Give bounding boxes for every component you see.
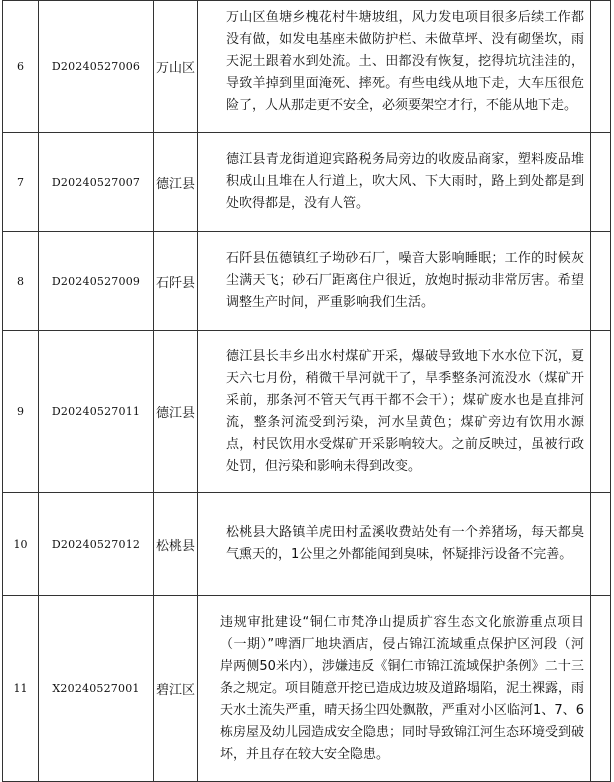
district: 碧江区	[154, 596, 198, 782]
complaint-description	[198, 133, 591, 232]
row-number: 11	[3, 596, 39, 782]
description-text: 万山区鱼塘乡槐花村牛塘坡组，风力发电项目很多后续工作都没有做，如发电基座未做防护栏、未做草坪、没有砌堡坎，雨天泥土跟着水到处流。土、田都没有恢复，挖得坑坑洼洼的，导致羊掉到里面淹死、摔死。有些电线从地下走，大车压很危险了，人从那走更不安全，必须要架空才行，不能从地下走。	[226, 10, 584, 113]
table-row	[3, 493, 611, 596]
district: 万山区	[154, 1, 198, 133]
district: 松桃县	[154, 493, 198, 596]
district: 德江县	[154, 133, 198, 232]
table-row	[3, 1, 611, 133]
description-text: 德江县长丰乡出水村煤矿开采，爆破导致地下水水位下沉，夏天六七月份，稍微干旱河就干了，旱季整条河流没水（煤矿开采前，那条河不管天气再干都不会干）；煤矿废水也是直排河流，整条河流受到污染，河水呈黄色；煤矿旁边有饮用水源点，村民饮用水受煤矿开采影响较大。之前反映过，虽被行政处罚，但污染和影响未得到改变。	[226, 348, 584, 474]
description-text: 石阡县伍德镇红子坳砂石厂，噪音大影响睡眠；工作的时候灰尘满天飞；砂石厂距离住户很近，放炮时振动非常厉害。希望调整生产时间，严重影响我们生活。	[226, 251, 584, 310]
complaint-table	[2, 0, 611, 782]
complaint-description	[198, 493, 591, 596]
complaint-description	[198, 1, 591, 133]
description-text: 违规审批建设“铜仁市梵净山提质扩容生态文化旅游重点项目（一期）”啤酒厂地块酒店，侵占锦江流域重点保护区河段（河岸两侧50米内），涉嫌违反《铜仁市锦江流域保护条例》二十三条之规定。项目随意开挖已造成边坡及道路塌陷，泥土裸露，雨天水土流失严重，晴天扬尘四处飘散，严重对小区临河1、7、6栋房屋及幼儿园造成安全隐患；同时导致锦江河生态环境受到破坏，并且存在较大安全隐患。	[220, 614, 585, 762]
case-code: D20240527007	[39, 133, 154, 232]
case-code: X20240527001	[39, 596, 154, 782]
table-row	[3, 331, 611, 493]
complaint-description	[198, 596, 591, 782]
complaint-description	[198, 331, 591, 493]
case-code: D20240527009	[39, 232, 154, 331]
description-text: 松桃县大路镇羊虎田村孟溪收费站处有一个养猪场，每天都臭气熏天的，1公里之外都能闻到臭味，怀疑排污设备不完善。	[226, 525, 584, 562]
district: 石阡县	[154, 232, 198, 331]
blank-cell	[591, 493, 611, 596]
case-code: D20240527011	[39, 331, 154, 493]
district: 德江县	[154, 331, 198, 493]
row-number: 8	[3, 232, 39, 331]
blank-cell	[591, 232, 611, 331]
blank-cell	[591, 133, 611, 232]
table-row	[3, 596, 611, 782]
blank-cell	[591, 596, 611, 782]
description-text: 德江县青龙街道迎宾路税务局旁边的收废品商家，塑料废品堆积成山且堆在人行道上，吹大风、下大雨时，路上到处都是到处吹得都是，没有人管。	[226, 152, 584, 211]
row-number: 9	[3, 331, 39, 493]
case-code: D20240527012	[39, 493, 154, 596]
complaint-description	[198, 232, 591, 331]
blank-cell	[591, 331, 611, 493]
blank-cell	[591, 1, 611, 133]
case-code: D20240527006	[39, 1, 154, 133]
table-row	[3, 232, 611, 331]
row-number: 7	[3, 133, 39, 232]
row-number: 6	[3, 1, 39, 133]
row-number: 10	[3, 493, 39, 596]
table-row	[3, 133, 611, 232]
